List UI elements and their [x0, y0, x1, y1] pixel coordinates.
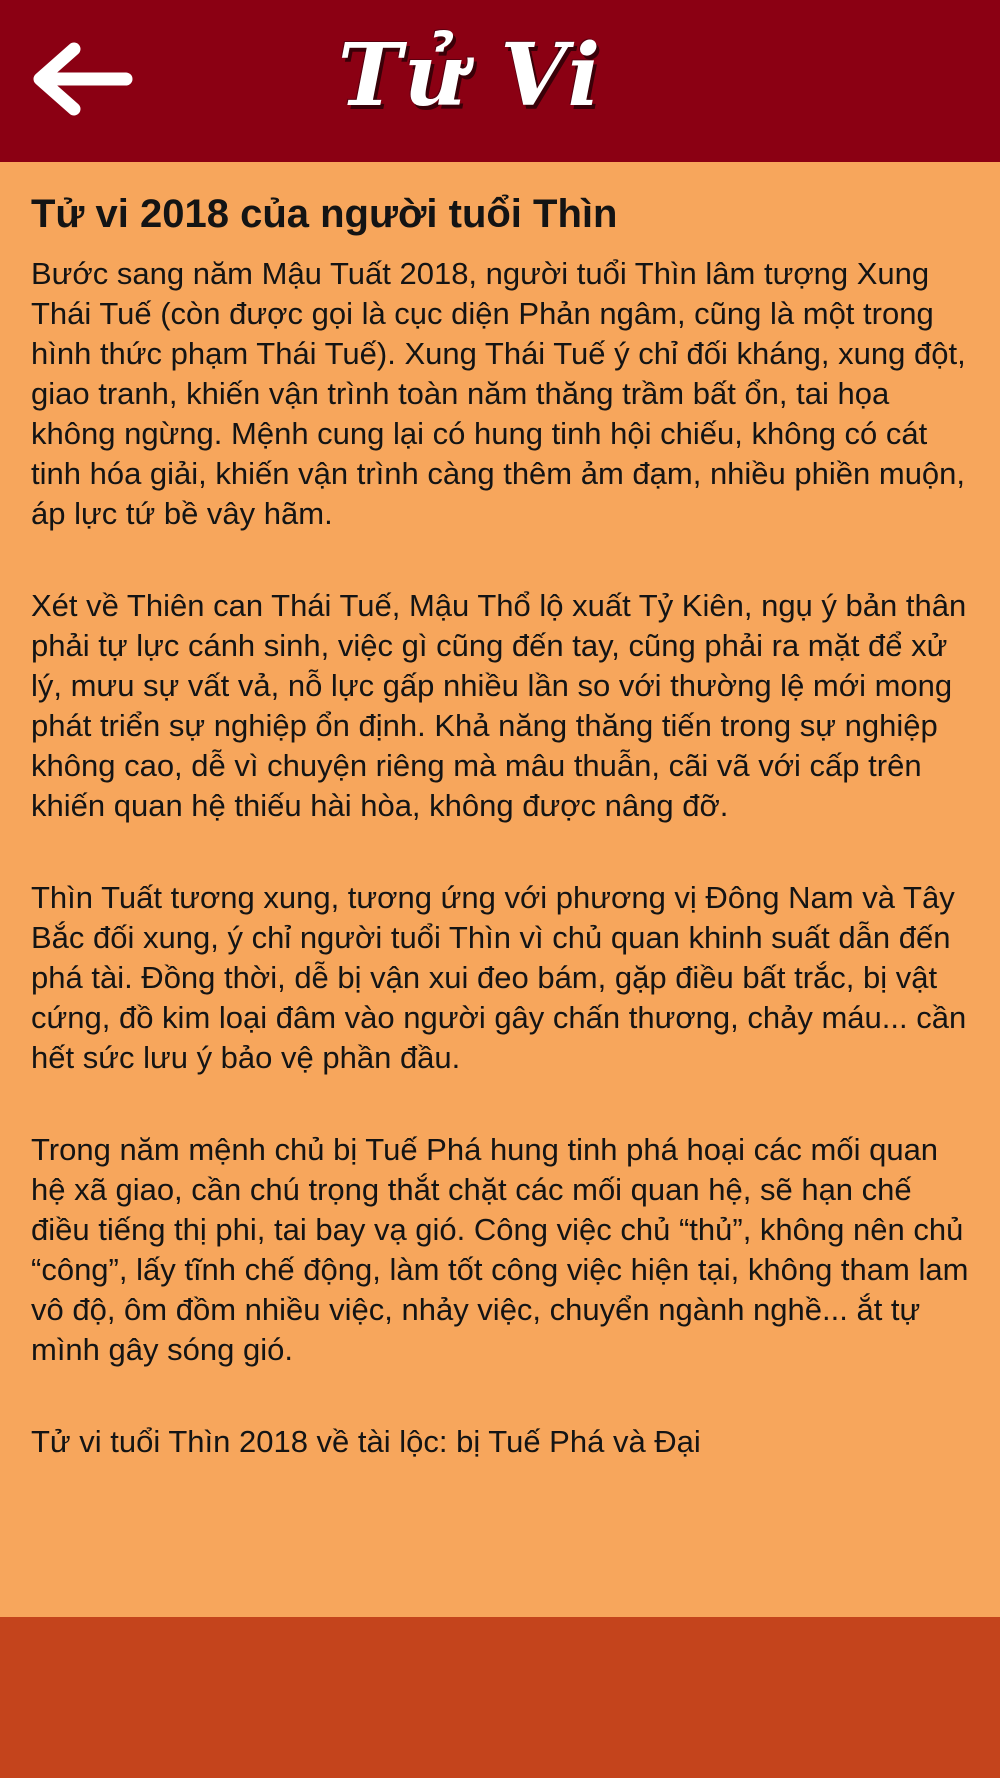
article-paragraph: Bước sang năm Mậu Tuất 2018, người tuổi Thìn lâm tượng Xung Thái Tuế (còn được gọi là cục diện Phản ngâm, cũng là một trong hình thức phạm Thái Tuế). Xung Thái Tuế ý chỉ đối kháng, xung đột, giao tranh, khiến vận trình toàn năm thăng trầm bất ổn, tai họa không ngừng. Mệnh cung lại có hung tinh hội chiếu, không có cát tinh hóa giải, khiến vận trình càng thêm ảm đạm, nhiều phiền muộn, áp lực tứ bề vây hãm. — [31, 256, 966, 531]
app-logo — [300, 20, 640, 130]
article-title: Tử vi 2018 của người tuổi Thìn — [31, 192, 618, 236]
article-paragraph: Xét về Thiên can Thái Tuế, Mậu Thổ lộ xuất Tỷ Kiên, ngụ ý bản thân phải tự lực cánh sinh, việc gì cũng đến tay, cũng phải ra mặt để xử lý, mưu sự vất vả, nỗ lực gấp nhiều lần so với thường lệ mới mong phát triển sự nghiệp ổn định. Khả năng thăng tiến trong sự nghiệp không cao, dễ vì chuyện riêng mà mâu thuẫn, cãi vã với cấp trên khiến quan hệ thiếu hài hòa, không được nâng đỡ. — [31, 588, 967, 823]
back-button[interactable] — [22, 36, 142, 126]
logo-text: Tử Vi — [337, 24, 603, 126]
article-paragraph: Thìn Tuất tương xung, tương ứng với phương vị Đông Nam và Tây Bắc đối xung, ý chỉ người tuổi Thìn vì chủ quan khinh suất dẫn đến phá tài. Đồng thời, dễ bị vận xui đeo bám, gặp điều bất trắc, bị vật cứng, đồ kim loại đâm vào người gây chấn thương, chảy máu... cần hết sức lưu ý bảo vệ phần đầu. — [31, 880, 967, 1075]
article-paragraph: Tử vi tuổi Thìn 2018 về tài lộc: bị Tuế Phá và Đại — [31, 1424, 701, 1459]
article — [31, 190, 976, 1514]
bottom-bar — [0, 1617, 1000, 1778]
article-paragraph: Trong năm mệnh chủ bị Tuế Phá hung tinh phá hoại các mối quan hệ xã giao, cần chú trọng thắt chặt các mối quan hệ, sẽ hạn chế điều tiếng thị phi, tai bay vạ gió. Công việc chủ “thủ”, không nên chủ “công”, lấy tĩnh chế động, làm tốt công việc hiện tại, không tham lam vô độ, ôm đồm nhiều việc, nhảy việc, chuyển ngành nghề... ắt tự mình gây sóng gió. — [31, 1132, 969, 1367]
article-scroll-area[interactable] — [0, 162, 1000, 1617]
app-header — [0, 0, 1000, 162]
arrow-left-icon — [30, 41, 134, 121]
